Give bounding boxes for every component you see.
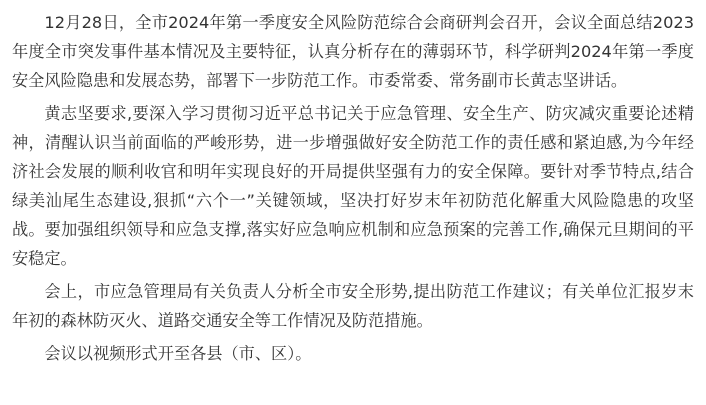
paragraph-video-format: 会议以视频形式开至各县（市、区）。 [44, 344, 312, 363]
paragraph-meeting-reports: 会上，市应急管理局有关负责人分析全市安全形势,提出防范工作建议；有关单位汇报岁末年初的森林防灭火、道路交通安全等工作情况及防范措施。 [12, 282, 694, 330]
news-article [12, 8, 694, 372]
paragraph-meeting-overview: 12月28日，全市2024年第一季度安全风险防范综合会商研判会召开，会议全面总结2023年度全市突发事件基本情况及主要特征，认真分析存在的薄弱环节，科学研判2024年第一季度安全风险隐患和发展态势，部署下一步防范工作。市委常委、常务副市长黄志坚讲话。 [12, 13, 694, 90]
paragraph-leader-requirements: 黄志坚要求,要深入学习贯彻习近平总书记关于应急管理、安全生产、防灾减灾重要论述精神，清醒认识当前面临的严峻形势，进一步增强做好安全防范工作的责任感和紧迫感,为今年经济社会发展的顺利收官和明年实现良好的开局提供坚强有力的安全保障。要针对季节特点,结合绿美汕尾生态建设,狠抓“六个一”关键领域，坚决打好岁末年初防范化解重大风险隐患的攻坚战。要加强组织领导和应急支撑,落实好应急响应机制和应急预案的完善工作,确保元旦期间的平安稳定。 [12, 104, 694, 268]
